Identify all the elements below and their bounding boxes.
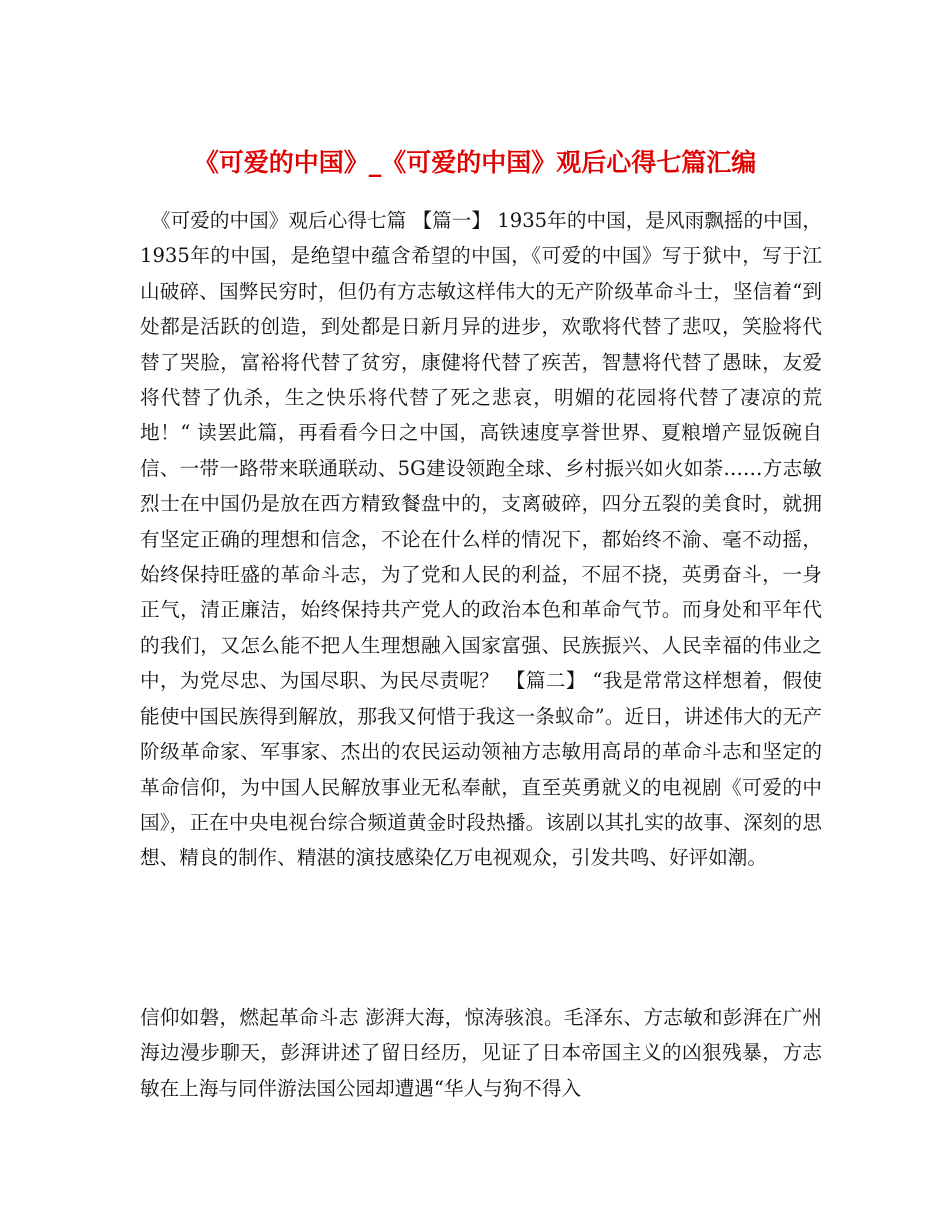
paragraph-faith: 信仰如磐，燃起革命斗志 澎湃大海，惊涛骇浪。毛泽东、方志敏和彭湃在广州海边漫步聊天，彭湃讲述了留日经历，见证了日本帝国主义的凶狠残暴，方志敏在上海与同伴游法国公园却遭遇“华人与狗不得入 <box>140 1006 822 1100</box>
document-title: 《可爱的中国》_《可爱的中国》观后心得七篇汇编 <box>193 147 757 177</box>
paragraph-main: 《可爱的中国》观后心得七篇 【篇一】 1935年的中国，是风雨飘摇的中国，1935年的中国，是绝望中蕴含希望的中国，《可爱的中国》写于狱中，写于江山破碎、国弊民穷时，但仍有方志敏这样伟大的无产阶级革命斗士，坚信着“到处都是活跃的创造，到处都是日新月异的进步，欢歌将代替了悲叹，笑脸将代替了哭脸，富裕将代替了贫穷，康健将代替了疾苦，智慧将代替了愚昧，友爱将代替了仇杀，生之快乐将代替了死之悲哀，明媚的花园将代替了凄凉的荒地！“ 读罢此篇，再看看今日之中国，高铁速度享誉世界、夏粮增产显饭碗自信、一带一路带来联通联动、5G建设领跑全球、乡村振兴如火如荼……方志敏烈士在中国仍是放在西方精致餐盘中的，支离破碎，四分五裂的美食时，就拥有坚定正确的理想和信念，不论在什么样的情况下，都始终不渝、毫不动摇，始终保持旺盛的革命斗志，为了党和人民的利益，不屈不挠，英勇奋斗，一身正气，清正廉洁，始终保持共产党人的政治本色和革命气节。而身处和平年代的我们，又怎么能不把人生理想融入国家富强、民族振兴、人民幸福的伟业之中，为党尽忠、为国尽职、为民尽责呢？ 【篇二】 “我是常常这样想着，假使能使中国民族得到解放，那我又何惜于我这一条蚁命”。近日，讲述伟大的无产阶级革命家、军事家、杰出的农民运动领袖方志敏用高昂的革命斗志和坚定的革命信仰，为中国人民解放事业无私奉献，直至英勇就义的电视剧《可爱的中国》，正在中央电视台综合频道黄金时段热播。该剧以其扎实的故事、深刻的思想、精良的制作、精湛的演技感染亿万电视观众，引发共鸣、好评如潮。 <box>140 209 822 870</box>
